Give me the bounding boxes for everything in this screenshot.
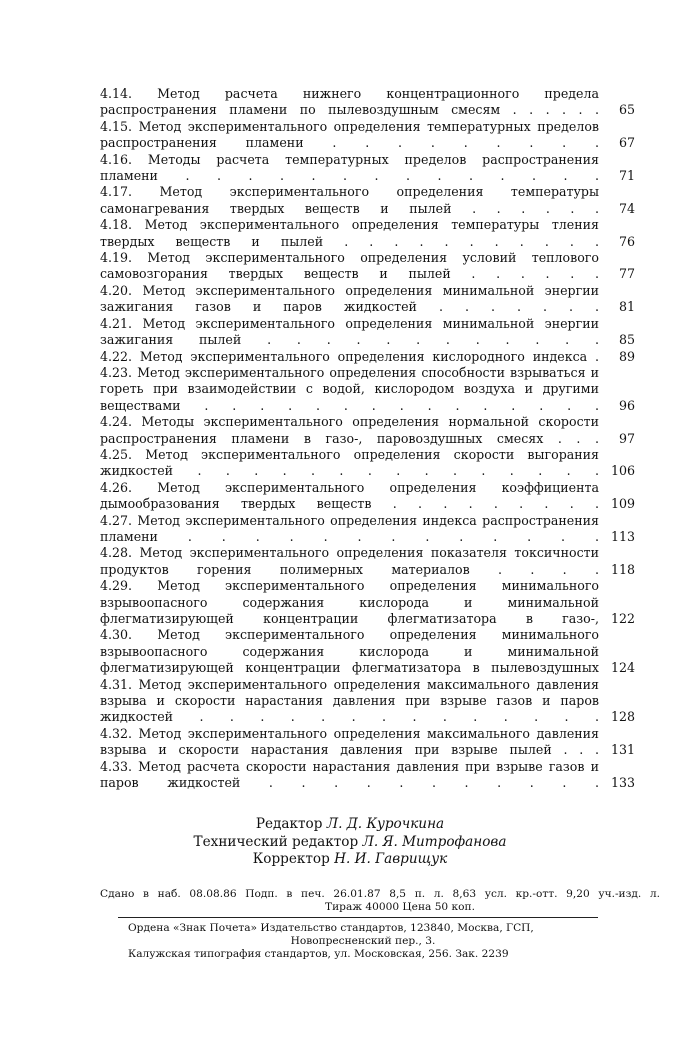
toc-entry-page: 122 [610,610,635,626]
toc-entry-page: 113 [610,528,635,544]
toc-entry-title: 4.21. Метод экспериментального определения минимальной энергии зажигания пылей . . . . . . . . . . . . [100,315,599,348]
editor-role: Редактор [255,816,323,832]
toc-entry-title: 4.20. Метод экспериментального определения минимальной энергии зажигания газов и паров жидкостей . . . . . . . [100,282,599,315]
divider-rule [118,917,598,918]
tech-editor-role: Технический редактор [193,833,359,850]
toc-entry [100,86,635,119]
toc-entry [100,217,635,250]
toc-entry [100,119,635,152]
corrector-credit [0,851,700,869]
toc-entry [100,152,635,185]
toc-entry-page: 124 [610,660,635,676]
toc-entry [100,513,635,546]
toc-entry-page: 77 [618,266,635,282]
table-of-contents [100,86,635,791]
toc-entry-title: 4.32. Метод экспериментального определения максимального давления взрыва и скорости нарастания давления при взрыве пылей . . . [100,725,599,758]
toc-entry-page: 97 [618,430,635,446]
credits-block [0,816,700,869]
toc-entry [100,250,635,283]
toc-entry-title: 4.26. Метод экспериментального определения коэффициента дымообразования твердых веществ . . . . . . . . . [100,479,599,512]
toc-entry-title: 4.27. Метод экспериментального определения индекса распространения пламени . . . . . . . . . . . . . [100,512,599,544]
toc-entry-title: 4.31. Метод экспериментального определения максимального давления взрыва и скорости нарастания давления при взрыве газов и паров жидкостей . . . . . . . . . . . . . . [100,676,599,725]
toc-entry [100,578,635,627]
publisher-block [128,922,598,961]
toc-entry [100,184,635,217]
toc-entry [100,545,635,578]
toc-entry-title: 4.30. Метод экспериментального определения минимального взрывоопасного содержания кислорода и минимальной флегматизирующей концентрации флегматизатора в пылевоздушных [100,627,599,676]
toc-entry [100,627,635,676]
publisher-name: Ордена «Знак Почета» Издательство стандартов, 123840, Москва, ГСП, [128,922,534,934]
toc-entry [100,677,635,726]
editor-credit [0,816,700,834]
toc-entry-page: 89 [618,348,635,364]
toc-entry-title: 4.16. Методы расчета температурных пределов распространения пламени . . . . . . . . . . . . . . [100,151,599,184]
toc-entry-title: 4.19. Метод экспериментального определения условий теплового самовозгорания твердых веществ и пылей . . . . . . [100,250,599,282]
toc-entry-page: 133 [610,774,635,790]
printer-info: Калужская типография стандартов, ул. Московская, 256. Зак. 2239 [128,948,509,960]
toc-entry-page: 118 [610,561,635,577]
corrector-name: Н. И. Гаврищук [334,851,448,867]
toc-entry-page: 65 [618,102,635,118]
toc-entry-page: 85 [618,332,635,348]
toc-entry-title: 4.28. Метод экспериментального определения показателя токсичности продуктов горения полимерных материалов . . . . [100,545,599,577]
toc-entry-page: 71 [618,168,635,184]
toc-entry-page: 131 [610,742,635,758]
toc-entry-page: 106 [610,463,635,479]
toc-entry-title: 4.25. Метод экспериментального определения скорости выгорания жидкостей . . . . . . . . . . . . . . . [100,446,599,479]
toc-entry-title: 4.24. Методы экспериментального определения нормальной скорости распространения пламени в газо-, паровоздушных смесях . . . [100,414,599,446]
toc-entry [100,480,635,513]
corrector-role: Корректор [252,851,330,867]
toc-entry-page: 74 [618,200,635,216]
tech-editor-name: Л. Я. Митрофанова [362,833,507,850]
toc-entry-page: 128 [610,709,635,725]
toc-entry-page: 96 [618,397,635,413]
toc-entry [100,316,635,349]
toc-entry-title: 4.22. Метод экспериментального определения кислородного индекса . [100,348,599,364]
toc-entry-page: 76 [618,233,635,249]
imprint-print-data: Сдано в наб. 08.08.86 Подп. в печ. 26.01.87 8,5 п. л. 8,63 усл. кр.-отт. 9,20 уч.-изд. л. [100,888,660,900]
toc-entry-title: 4.15. Метод экспериментального определения температурных пределов распространения пламени . . . . . . . . . [100,118,599,151]
toc-entry-title: 4.23. Метод экспериментального определения способности взрываться и гореть при взаимодействии с водой, кислородом воздуха и другими веществами . . . . . . . . . . . . . . . [100,364,599,413]
toc-entry-page: 109 [610,496,635,512]
toc-entry-title: 4.29. Метод экспериментального определения минимального взрывоопасного содержания кислорода и минимальной флегматизирующей концентрации флегматизатора в газо-, [100,578,599,626]
toc-entry-title: 4.18. Метод экспериментального определения температуры тления твердых веществ и пылей . . . . . . . . . . . [100,217,599,249]
toc-entry [100,283,635,316]
tech-editor-credit [0,834,700,852]
toc-entry-page: 81 [618,299,635,315]
toc-entry [100,447,635,480]
toc-entry [100,759,635,792]
toc-entry [100,365,635,414]
toc-entry [100,726,635,759]
toc-entry [100,349,635,365]
toc-entry-title: 4.17. Метод экспериментального определения температуры самонагревания твердых веществ и пылей . . . . . . [100,184,599,216]
toc-entry-title: 4.33. Метод расчета скорости нарастания давления при взрыве газов и паров жидкостей . . . . . . . . . . . [100,758,599,790]
imprint-circulation-price: Тираж 40000 Цена 50 коп. [325,901,475,913]
toc-entry [100,414,635,447]
toc-entry-page: 67 [618,135,635,151]
toc-entry-title: 4.14. Метод расчета нижнего концентрационного предела распространения пламени по пылевоздушным смесям . . . . . . [100,86,599,118]
publisher-address: Новопресненский пер., 3. [290,935,436,947]
imprint-block [100,888,660,914]
editor-name: Л. Д. Курочкина [326,816,445,832]
